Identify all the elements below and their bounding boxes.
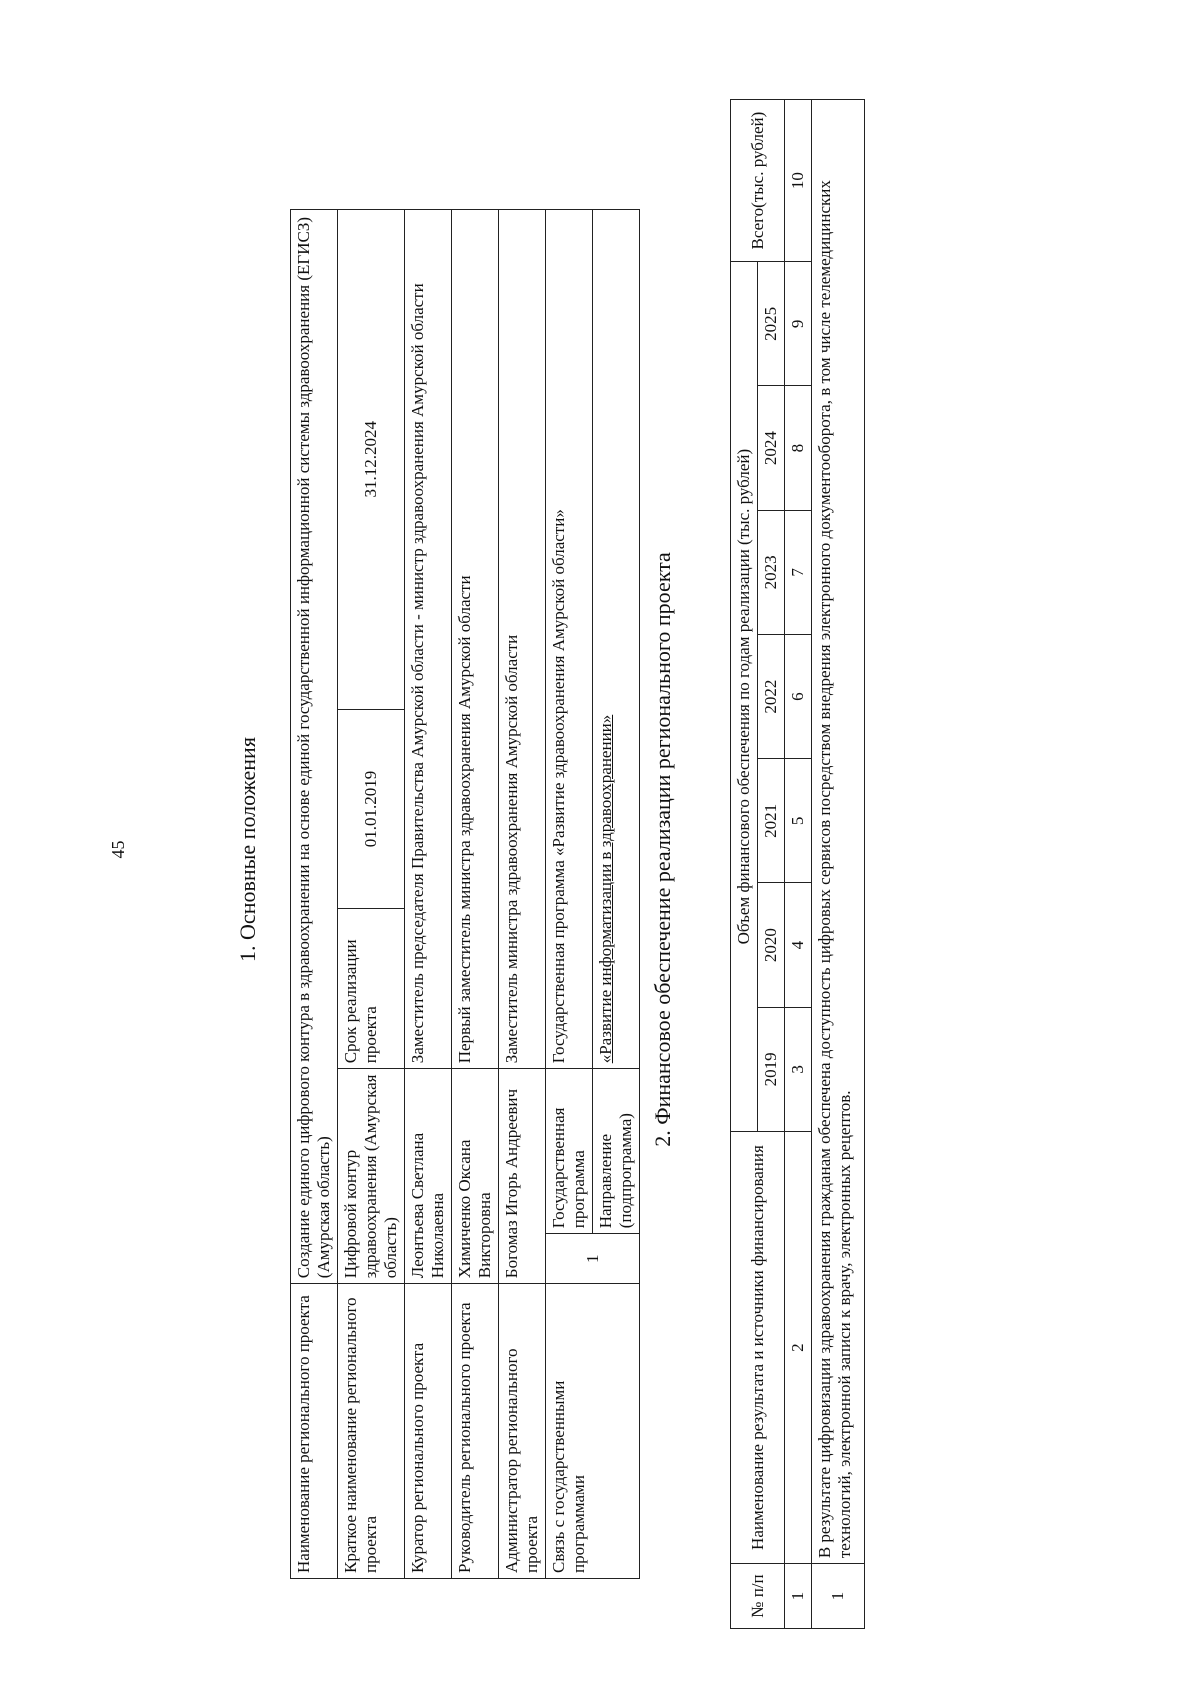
column-number: 5 — [785, 759, 812, 883]
header-year: 2020 — [758, 883, 785, 1007]
state-program-value: Государственная программа «Развитие здравоохранения Амурской области» — [546, 210, 593, 1069]
column-number: 1 — [785, 1564, 812, 1629]
table-row — [291, 210, 338, 1579]
table-header-row — [731, 100, 758, 1629]
curator-label: Куратор регионального проекта — [405, 1284, 452, 1579]
column-number: 8 — [785, 386, 812, 510]
basic-info-table — [290, 209, 640, 1579]
header-year: 2022 — [758, 634, 785, 758]
table-row — [499, 210, 546, 1579]
header-year: 2025 — [758, 262, 785, 386]
header-year: 2024 — [758, 386, 785, 510]
head-position: Первый заместитель министра здравоохранения Амурской области — [452, 210, 499, 1069]
head-label: Руководитель регионального проекта — [452, 1284, 499, 1579]
column-number: 9 — [785, 262, 812, 386]
header-year: 2023 — [758, 510, 785, 634]
section1-heading: 1. Основные положения — [235, 737, 260, 962]
table-row — [405, 210, 452, 1579]
section2-heading: 2. Финансовое обеспечение реализации регионального проекта — [650, 552, 675, 1147]
direction-value: «Развитие информатизации в здравоохранении» — [593, 210, 640, 1069]
result-num: 1 — [812, 1564, 865, 1629]
column-number: 2 — [785, 1131, 812, 1563]
term-end: 31.12.2024 — [338, 210, 405, 710]
name-value: Создание единого цифрового контура в здравоохранении на основе единой государственной информационной системы здравоохранения (ЕГИСЗ) (Амурская область) — [291, 210, 338, 1284]
financing-table — [730, 99, 865, 1629]
header-year: 2019 — [758, 1007, 785, 1131]
header-name: Наименование результата и источники финансирования — [731, 1131, 785, 1563]
table-row — [546, 210, 593, 1579]
header-volume: Объем финансового обеспечения по годам реализации (тыс. рублей) — [731, 262, 758, 1132]
admin-name: Богомаз Игорь Андреевич — [499, 1069, 546, 1284]
curator-position: Заместитель председателя Правительства Амурской области - министр здравоохранения Амурской области — [405, 210, 452, 1069]
column-number: 7 — [785, 510, 812, 634]
header-year: 2021 — [758, 759, 785, 883]
result-text: В результате цифровизации здравоохранения гражданам обеспечена доступность цифровых сервисов посредством внедрения электронного документооборота, в том числе телемедицинских технологий, электронной записи к врачу, электронных рецептов. — [812, 100, 865, 1564]
direction-label: Направление (подпрограмма) — [593, 1069, 640, 1234]
page-number: 45 — [108, 840, 128, 859]
link-number: 1 — [546, 1234, 640, 1284]
curator-name: Леонтьева Светлана Николаевна — [405, 1069, 452, 1284]
result-row — [812, 100, 865, 1629]
link-label: Связь с государственными программами — [546, 1284, 640, 1579]
header-total: Всего(тыс. рублей) — [731, 100, 785, 262]
column-number: 4 — [785, 883, 812, 1007]
header-num: № п/п — [731, 1564, 785, 1629]
admin-position: Заместитель министра здравоохранения Амурской области — [499, 210, 546, 1069]
short-value: Цифровой контур здравоохранения (Амурская область) — [338, 1069, 405, 1284]
column-number: 3 — [785, 1007, 812, 1131]
admin-label: Администратор регионального проекта — [499, 1284, 546, 1579]
name-label: Наименование регионального проекта — [291, 1284, 338, 1579]
column-number: 6 — [785, 634, 812, 758]
term-label: Срок реализации проекта — [338, 909, 405, 1069]
table-row — [338, 210, 405, 1579]
column-number-row — [785, 100, 812, 1629]
table-row — [452, 210, 499, 1579]
state-program-label: Государственная программа — [546, 1069, 593, 1234]
short-label: Краткое наименование регионального проекта — [338, 1284, 405, 1579]
column-number: 10 — [785, 100, 812, 262]
term-start: 01.01.2019 — [338, 709, 405, 909]
head-name: Химиченко Оксана Викторовна — [452, 1069, 499, 1284]
